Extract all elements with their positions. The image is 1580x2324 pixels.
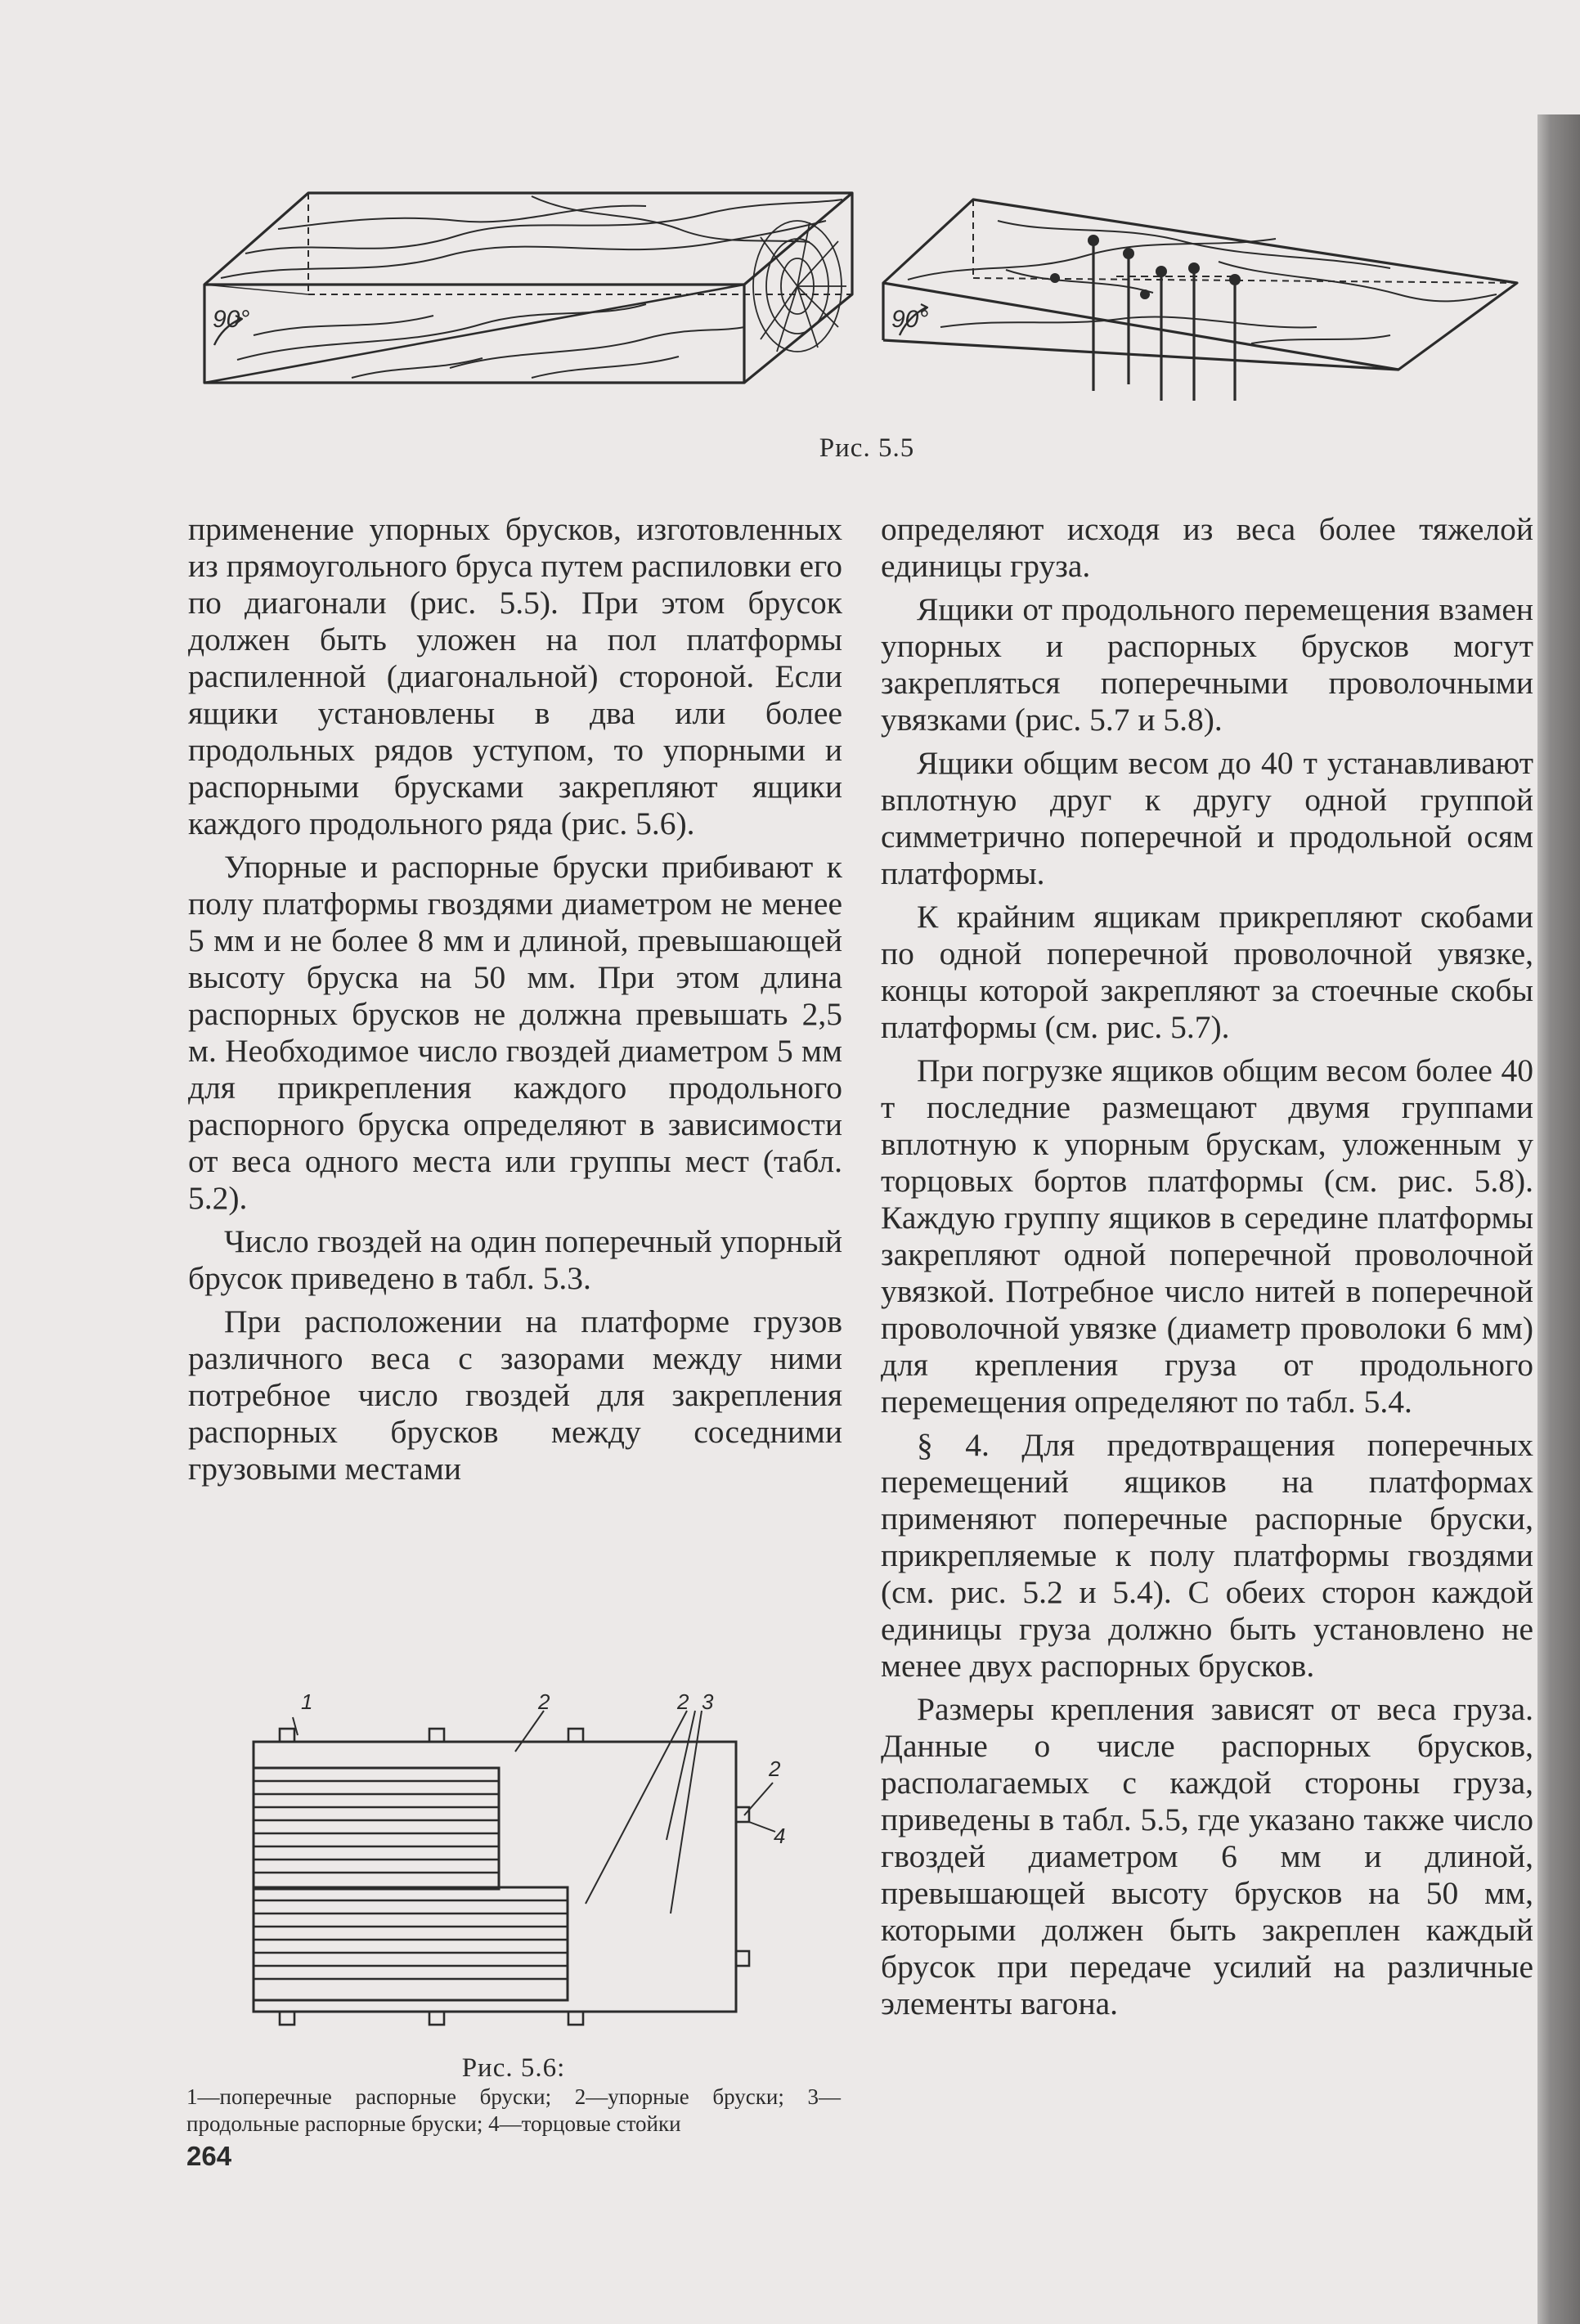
right-column bbox=[881, 511, 1533, 2022]
figure-5-5 bbox=[188, 164, 1537, 474]
page-number: 264 bbox=[186, 2141, 232, 2171]
label-3: 3 bbox=[702, 1689, 714, 1714]
paragraph: Упорные и распорные бруски прибивают к полу платформы гвоздями диаметром не менее 5 мм и не более 8 мм и длиной, превышающей высоту бруска на 50 мм. При этом длина распорных брусков не должна превышать 2,5 м. Необходимое число гвоздей диаметром 5 мм для прикрепления каждого продольного распорного бруска определяют в зависимости от веса одного места или группы мест (табл. 5.2). bbox=[188, 849, 842, 1216]
paragraph: Размеры крепления зависят от веса груза. Данные о числе распорных брусков, располагаемых с каждой стороны груза, приведены в табл. 5.5, где указано также число гвоздей диаметром 6 мм и длиной, превышающей высоту брусков на 50 мм, которыми должен быть закреплен каждый брусок при передаче усилий на различные элементы вагона. bbox=[881, 1691, 1533, 2021]
paragraph: определяют исходя из веса более тяжелой единицы груза. bbox=[881, 511, 1533, 584]
paragraph: Ящики общим весом до 40 т устанавливают вплотную друг к другу одной группой симметрично поперечной и продольной осям платформы. bbox=[881, 745, 1533, 891]
paragraph: Число гвоздей на один поперечный упорный брусок приведено в табл. 5.3. bbox=[188, 1223, 842, 1296]
upper-crate-group bbox=[254, 1768, 499, 1889]
paragraph: К крайним ящикам прикрепляют скобами по одной поперечной проволочной увязке, концы которой закрепляют за стоечные скобы платформы (см. рис. 5.7). bbox=[881, 899, 1533, 1045]
left-column bbox=[188, 511, 842, 1487]
label-2: 2 bbox=[538, 1689, 550, 1714]
wedge-block-sawn-diagonal bbox=[204, 193, 852, 383]
book-spine-shadow bbox=[1537, 114, 1580, 2324]
platform-outline bbox=[254, 1742, 736, 2012]
paragraph: При расположении на платформе грузов различного веса с зазорами между ними потребное число гвоздей для закрепления распорных брусков между соседними грузовыми местами bbox=[188, 1303, 842, 1487]
label-2-third: 2 bbox=[769, 1756, 781, 1781]
angle-label-right: 90° bbox=[891, 306, 929, 333]
figure-5-6-caption bbox=[186, 2053, 841, 2138]
label-2-second: 2 bbox=[677, 1689, 689, 1714]
figure-5-6 bbox=[229, 1676, 801, 2044]
wedge-block-nailed bbox=[883, 200, 1517, 401]
figure-5-5-caption: Рис. 5.5 bbox=[819, 433, 915, 463]
paragraph: § 4. Для предотвращения поперечных перемещений ящиков на платформах применяют поперечные распорные бруски, прикрепляемые к полу платформы гвоздями (см. рис. 5.2 и 5.4). С обеих сторон каждой единицы груза должно быть установлено не менее двух распорных брусков. bbox=[881, 1427, 1533, 1684]
end-stakes bbox=[280, 1729, 749, 2025]
paragraph: применение упорных брусков, изготовленных из прямоугольного бруса путем распиловки его по диагонали (рис. 5.5). При этом брусок должен быть уложен на пол платформы распиленной (диагональной) стороной. Если ящики установлены в два или более продольных рядов уступом, то упорными и распорными брусками закрепляют ящики каждого продольного ряда (рис. 5.6). bbox=[188, 511, 842, 841]
figure-5-6-caption-title: Рис. 5.6: bbox=[461, 2053, 566, 2083]
label-1: 1 bbox=[301, 1689, 313, 1714]
paragraph: Ящики от продольного перемещения взамен упорных и распорных брусков могут закрепляться поперечными проволочными увязками (рис. 5.7 и 5.8). bbox=[881, 591, 1533, 738]
lower-crate-group bbox=[254, 1887, 568, 2000]
angle-label-left: 90° bbox=[213, 306, 250, 333]
label-4: 4 bbox=[774, 1824, 786, 1848]
paragraph: При погрузке ящиков общим весом более 40 т последние размещают двумя группами вплотную к упорным брускам, уложенным у торцовых бортов платформы (см. рис. 5.8). Каждую группу ящиков в середине платформы закрепляют одной поперечной проволочной увязкой. Потребное число нитей в поперечной проволочной увязке (диаметр проволоки 6 мм) для крепления груза от продольного перемещения определяют по табл. 5.4. bbox=[881, 1052, 1533, 1420]
figure-5-6-legend: 1—поперечные распорные бруски; 2—упорные бруски; 3—продольные распорные бруски; 4—торцовые стойки bbox=[186, 2084, 841, 2136]
